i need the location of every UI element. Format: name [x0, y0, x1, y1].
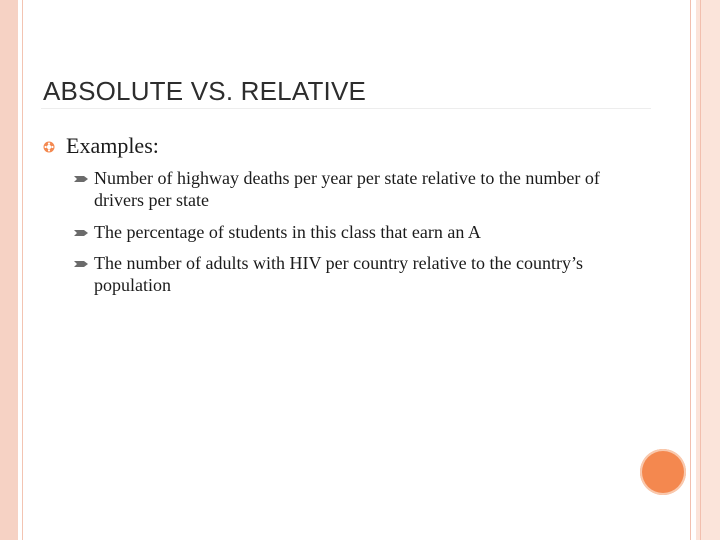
- slide-title: ABSOLUTE VS. RELATIVE: [43, 76, 367, 106]
- left-frame-line: [22, 0, 23, 540]
- ribbon-bullet-icon: [73, 173, 89, 185]
- list-item: [73, 253, 633, 296]
- list-item: [73, 168, 633, 211]
- list-item: [73, 222, 633, 244]
- right-frame-line-outer: [690, 0, 691, 540]
- sub-bullet-text: The number of adults with HIV per country relative to the country’s population: [94, 253, 584, 295]
- sub-bullet-text: Number of highway deaths per year per state relative to the number of drivers per state: [94, 168, 600, 210]
- circle-flower-bullet-icon: [43, 141, 55, 153]
- left-frame-band: [0, 0, 18, 540]
- sub-bullet-text: The percentage of students in this class that earn an A: [94, 222, 481, 242]
- title-divider: [41, 108, 651, 109]
- bullet-examples: Examples:: [66, 133, 159, 158]
- right-frame-line-inner: [700, 0, 701, 540]
- ribbon-bullet-icon: [73, 227, 89, 239]
- ribbon-bullet-icon: [73, 258, 89, 270]
- decorative-orange-circle: [640, 449, 686, 495]
